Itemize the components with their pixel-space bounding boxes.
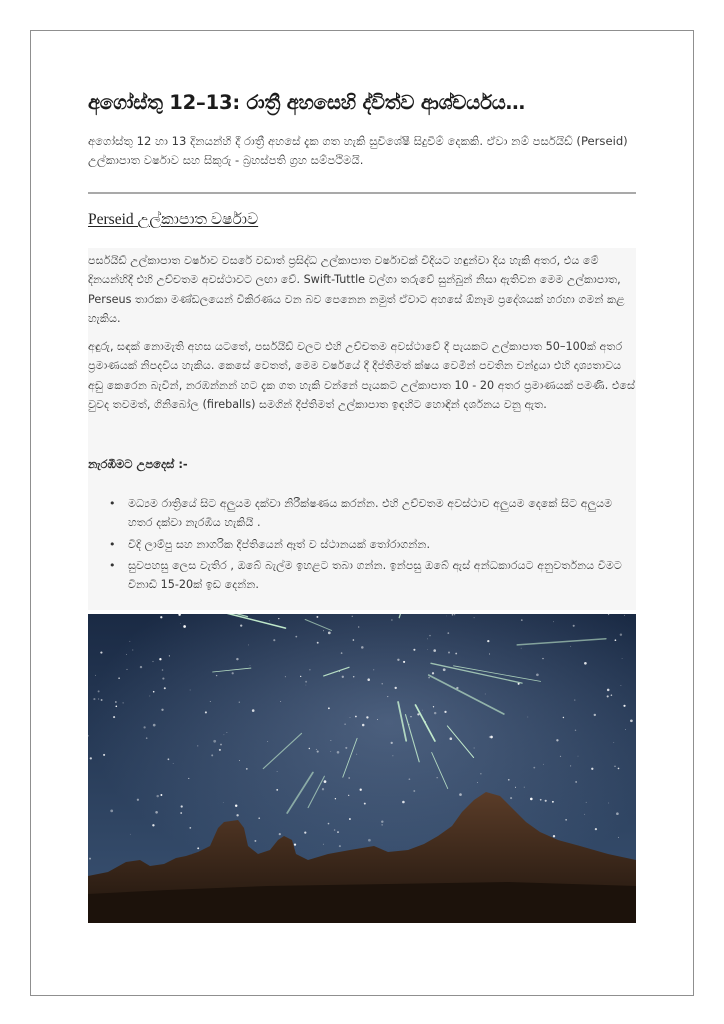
star <box>267 741 268 742</box>
star <box>306 685 307 686</box>
star <box>618 768 620 770</box>
star <box>180 812 182 814</box>
star <box>335 798 336 799</box>
star <box>625 729 626 730</box>
star <box>595 828 597 830</box>
star <box>584 814 585 815</box>
star <box>433 706 434 707</box>
star <box>137 799 139 801</box>
star <box>252 709 255 712</box>
star <box>168 758 170 760</box>
star <box>276 789 278 791</box>
star <box>477 782 478 783</box>
star <box>487 640 489 642</box>
star <box>153 691 155 693</box>
star <box>337 751 340 754</box>
star <box>556 739 558 741</box>
star <box>339 845 341 847</box>
star <box>429 635 430 636</box>
star <box>443 668 446 671</box>
star <box>118 677 120 679</box>
star <box>360 789 362 791</box>
star <box>553 835 555 837</box>
star <box>485 694 486 695</box>
star <box>455 653 457 655</box>
star <box>140 666 142 668</box>
star <box>223 802 224 803</box>
star <box>239 760 240 761</box>
star <box>127 669 128 670</box>
star <box>624 615 625 616</box>
star <box>258 817 260 819</box>
star <box>181 805 183 807</box>
star <box>205 711 207 713</box>
star <box>427 649 428 650</box>
star <box>227 732 228 733</box>
star <box>348 795 349 796</box>
list-item <box>109 535 636 554</box>
star <box>330 751 331 752</box>
star <box>309 669 310 670</box>
star <box>510 797 512 799</box>
star <box>489 654 490 655</box>
star <box>161 709 163 711</box>
star <box>304 832 306 834</box>
star <box>317 642 319 644</box>
star <box>103 754 105 756</box>
list-item <box>109 556 636 595</box>
star <box>309 748 310 749</box>
star <box>391 742 393 744</box>
star <box>586 802 587 803</box>
star <box>156 795 158 797</box>
star <box>341 652 343 654</box>
star <box>331 740 332 741</box>
list-item-text: මධ්‍යම රාත්‍රියේ සිට අලුයම දක්වා නිරීක්ෂණය කරන්න. එහි උච්චතම අවස්ථාව අලුයම දෙකේ සිට අලුයම හතර දක්වා නැරඹිය හැකියි . <box>128 497 613 530</box>
star <box>130 834 131 835</box>
star <box>362 724 365 727</box>
star <box>152 661 153 662</box>
star <box>614 766 615 767</box>
star <box>480 773 481 774</box>
star <box>448 651 450 653</box>
star <box>573 625 575 627</box>
star <box>334 829 336 831</box>
star <box>98 690 100 692</box>
star <box>211 754 213 756</box>
star <box>413 649 415 651</box>
section-heading: Perseid උල්කාපාත වර්ෂාව <box>88 211 259 228</box>
star <box>169 655 170 656</box>
star <box>450 737 453 740</box>
star <box>337 831 339 833</box>
star <box>160 794 162 796</box>
star <box>620 633 622 635</box>
star <box>324 780 327 783</box>
star <box>280 701 281 702</box>
star <box>545 800 547 802</box>
meteor-shower-photo <box>88 614 636 923</box>
star <box>277 771 278 772</box>
star <box>232 672 234 674</box>
star <box>250 665 251 666</box>
star <box>132 650 133 651</box>
star <box>356 754 357 755</box>
star <box>188 778 189 779</box>
star <box>446 616 447 617</box>
star <box>216 675 217 676</box>
star <box>591 768 593 770</box>
star <box>623 705 625 707</box>
star <box>113 716 115 718</box>
star <box>553 621 554 622</box>
tips-heading: නැරඹීමට උපදෙස් :- <box>88 457 188 471</box>
list-item <box>109 494 636 533</box>
star <box>527 717 528 718</box>
star <box>402 801 405 804</box>
star <box>273 639 275 641</box>
star <box>454 614 455 615</box>
star <box>317 751 319 753</box>
star <box>190 690 191 691</box>
star <box>159 658 161 660</box>
star <box>392 755 393 756</box>
star <box>348 777 350 779</box>
star <box>240 624 242 626</box>
star <box>350 717 351 718</box>
bullet-icon: • <box>109 558 116 572</box>
bullet-icon: • <box>109 497 116 510</box>
star <box>422 710 423 711</box>
star <box>615 639 617 641</box>
star <box>254 840 256 842</box>
star <box>183 625 186 628</box>
star <box>377 719 378 720</box>
star <box>437 777 438 778</box>
star <box>355 716 357 718</box>
star <box>189 827 191 829</box>
star <box>489 736 490 737</box>
star <box>368 839 371 842</box>
star <box>533 767 535 769</box>
star <box>575 781 576 782</box>
star <box>387 696 388 697</box>
star <box>353 676 354 677</box>
star <box>570 646 571 647</box>
star <box>278 618 279 619</box>
star <box>279 833 281 835</box>
star <box>608 803 609 804</box>
star <box>323 844 324 845</box>
star <box>578 756 579 757</box>
bullet-icon: • <box>109 537 116 551</box>
star <box>373 669 374 670</box>
star <box>521 619 523 621</box>
star <box>366 716 368 718</box>
star <box>409 778 411 780</box>
star <box>358 626 359 627</box>
star <box>607 695 609 697</box>
star <box>391 619 392 620</box>
star <box>305 681 307 683</box>
star <box>543 764 544 765</box>
star <box>382 824 383 825</box>
star <box>90 757 92 759</box>
star <box>410 716 411 717</box>
star <box>328 823 330 825</box>
star <box>146 737 148 739</box>
star <box>93 698 95 700</box>
star <box>434 712 436 714</box>
star <box>328 707 330 709</box>
star <box>474 748 475 749</box>
star <box>515 787 516 788</box>
star <box>115 705 117 707</box>
star <box>413 790 415 792</box>
star <box>197 847 199 849</box>
star <box>432 672 434 674</box>
star <box>447 632 449 634</box>
star <box>248 644 249 645</box>
star <box>316 749 317 750</box>
star <box>123 702 124 703</box>
star <box>322 788 324 790</box>
list-item-text: විදි ලාම්පු සහ නාගරික දීප්තියෙන් ඈත් ව ස්ථානයක් තෝරාගන්න. <box>128 537 431 551</box>
star <box>536 673 539 676</box>
star <box>342 676 344 678</box>
star <box>575 730 576 731</box>
paragraph-2: අඳුරු, සඳක් නොමැති අහස යටතේ, පර්සයිඩ් වලට එහි උච්චතම අවස්ථාවේ දී පැයකට උල්කාපාත 50–100ක් අතර ප්‍රමාණයක් නිපදවිය හැකිය. කෙසේ වෙතත්, මෙම වර්ෂයේ දී දීප්තිමත් ක්ෂය වෙමින් පවතින චන්ද්‍රයා එහි දෘශ්‍යතාවය අඩු කෙරෙන බැවින්, නරඹන්නන් හට දැක ගත හැකි වන්නේ පැයකට උල්කාපාත 10 - 20 අතර ප්‍රමාණයක් පමණි. එසේ වුවද තවමත්, ගිනිබෝල (fireballs) සමගින් දීප්තිමත් උල්කාපාත ඉඳහිට හොඳින් දර්ශනය වනු ඇත. <box>88 340 636 411</box>
star <box>622 658 623 659</box>
star <box>444 711 446 713</box>
document-title: අගෝස්තු 12–13: රාත්‍රී අහසෙහි ද්විත්ව ආශ්චර්යය… <box>88 91 525 114</box>
star <box>427 639 428 640</box>
star <box>630 719 633 722</box>
star <box>364 803 366 805</box>
star <box>452 614 454 616</box>
star <box>285 676 286 677</box>
star <box>101 699 103 701</box>
star <box>508 779 510 781</box>
star <box>149 696 150 697</box>
star <box>173 763 174 764</box>
star <box>235 804 237 806</box>
star <box>403 661 405 663</box>
star <box>540 799 542 801</box>
star <box>180 623 181 624</box>
star <box>490 736 493 739</box>
star <box>618 837 619 838</box>
star <box>563 717 564 718</box>
star <box>367 678 370 681</box>
star <box>353 639 355 641</box>
star <box>295 636 297 638</box>
star <box>220 744 222 746</box>
star <box>594 714 596 716</box>
star <box>542 658 543 659</box>
star <box>213 740 216 743</box>
star <box>323 630 324 631</box>
star <box>565 819 566 820</box>
star <box>428 677 430 679</box>
star <box>584 662 587 665</box>
star <box>474 617 475 618</box>
star <box>616 812 619 815</box>
star <box>328 632 331 635</box>
star <box>126 654 127 655</box>
star <box>611 694 613 696</box>
star <box>395 687 397 689</box>
star <box>143 726 145 728</box>
star <box>613 742 614 743</box>
star <box>162 678 164 680</box>
star <box>344 723 345 724</box>
paragraph-1: පර්සයිඩ් උල්කාපාත වර්ෂාව වසරේ වඩාත් ප්‍රසිද්ධ උල්කාපාත වර්ෂාවක් විදියට හඳුන්වා දිය හැකි අතර, එය මේ දිනයන්හිදී එහි උච්චතම අවස්ථාවට ලඟා වේ. Swift-Tuttle වල්ගා තරුවේ සුන්බුන් නිසා ඇතිවන මෙම උල්කාපාත, Perseus තාරකා මණ්ඩලයෙන් විකිරණය වන බව පෙනෙන නමුත් ඒවාට අහසේ ඕනෑම ප්‍රදේශයක් හරහා ගමන් කළ හැකිය. <box>88 254 625 325</box>
star <box>89 858 91 860</box>
star <box>397 659 399 661</box>
star <box>110 810 113 813</box>
star <box>381 820 383 822</box>
star <box>153 724 156 727</box>
star <box>162 669 164 671</box>
star <box>316 616 318 618</box>
star <box>155 811 158 814</box>
star <box>382 683 383 684</box>
star <box>152 824 154 826</box>
star <box>224 734 225 735</box>
star <box>236 814 238 816</box>
horizontal-divider <box>88 192 636 194</box>
star <box>246 768 248 770</box>
star <box>160 616 162 618</box>
star <box>433 649 436 652</box>
star <box>361 646 364 649</box>
star <box>560 756 561 757</box>
star <box>620 685 621 686</box>
star <box>607 689 610 692</box>
star <box>100 652 102 654</box>
star <box>236 658 238 660</box>
intro-paragraph: අගෝස්තු 12 හා 13 දිනයන්හි දී රාත්‍රී අහසේ දැක ගත හැකි සුවිශේෂී සිදුවීම් දෙකකි. ඒවා නම් පර්සයිඩ් (Perseid) උල්කාපාත වර්ෂාව සහ සිකුරු - බ්‍රහස්පති ග්‍රහ සම්පථිමයි. <box>88 134 628 167</box>
star <box>219 749 221 751</box>
star <box>349 818 351 820</box>
star <box>524 787 525 788</box>
star <box>530 798 533 801</box>
star <box>521 648 522 649</box>
star <box>115 701 116 702</box>
tips-list <box>88 494 636 596</box>
star <box>345 747 347 749</box>
star <box>197 745 198 746</box>
star <box>574 700 575 701</box>
star <box>164 687 166 689</box>
star <box>352 616 353 617</box>
star <box>552 801 554 803</box>
star <box>269 621 270 622</box>
star <box>129 641 130 642</box>
star <box>98 699 99 700</box>
list-item-text: සුවපහසු ලෙස වැතිර , ඔබේ බැල්ම ඉහළට තබා ගන්න. ඉන්පසු ඔබේ ඇස් අන්ධකාරයට අනුවර්තනය වීමට විනාඩි 15-20ක් ඉඩ දෙන්න. <box>128 558 622 592</box>
star <box>570 765 571 766</box>
star <box>239 702 240 703</box>
star <box>300 676 301 677</box>
star <box>95 675 96 676</box>
star <box>210 701 211 702</box>
star <box>459 793 462 796</box>
star <box>294 843 296 845</box>
